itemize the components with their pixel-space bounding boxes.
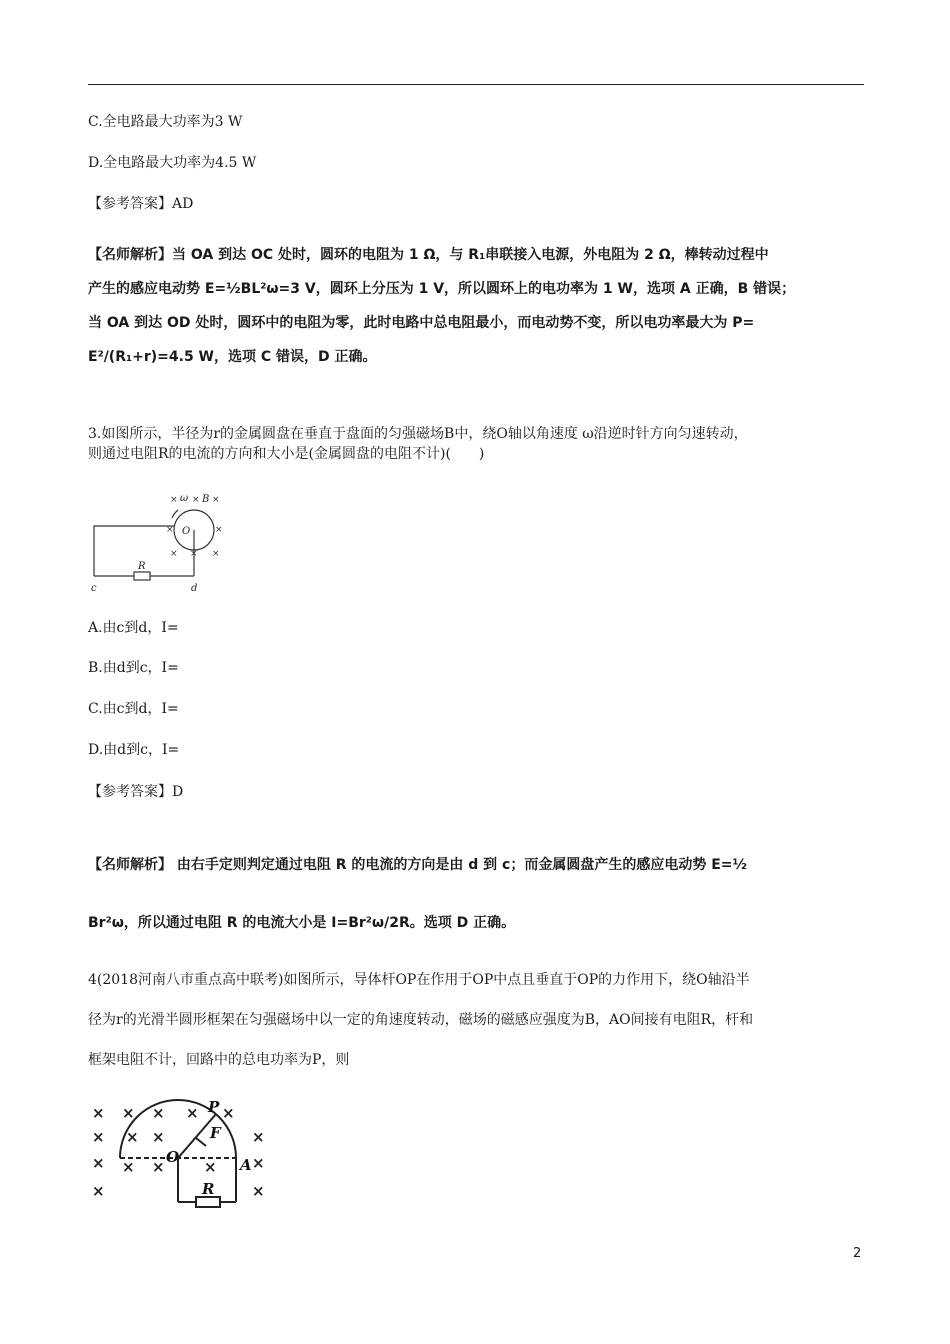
svg-text:×: × xyxy=(222,1104,235,1122)
svg-text:×: × xyxy=(212,495,220,505)
q3-option-d: D.由d到c，I= xyxy=(88,742,180,758)
svg-text:×: × xyxy=(152,1158,165,1176)
svg-text:×: × xyxy=(215,525,223,535)
q2-analysis-line: 产生的感应电动势 E=½BL²ω=3 V，圆环上分压为 1 V，所以圆环上的电功率为 1 W，选项 A 正确，B 错误； xyxy=(88,281,796,297)
svg-text:×: × xyxy=(252,1128,265,1146)
q4-figure-label: R xyxy=(202,1180,215,1198)
svg-text:×: × xyxy=(204,1158,217,1176)
q4-figure-label: O xyxy=(166,1148,180,1166)
svg-text:×: × xyxy=(152,1104,165,1122)
q4-stem-line: 径为r的光滑半圆形框架在匀强磁场中以一定的角速度转动，磁场的磁感应强度为B，AO间接有电阻R，杆和 xyxy=(88,1012,754,1028)
svg-text:×: × xyxy=(252,1182,265,1200)
q2-analysis-line: E²/(R₁+r)=4.5 W，选项 C 错误，D 正确。 xyxy=(88,349,377,365)
svg-text:×: × xyxy=(92,1154,105,1172)
q3-option-b: B.由d到c，I= xyxy=(88,660,179,676)
svg-text:×: × xyxy=(170,549,178,559)
q3-circuit-figure xyxy=(86,488,236,598)
svg-text:×: × xyxy=(190,549,198,559)
q4-stem xyxy=(88,960,868,1080)
q2-analysis-line: 当 OA 到达 OD 处时，圆环中的电阻为零，此时电路中总电阻最小，而电动势不变，所以电功率最大为 P= xyxy=(88,315,755,331)
q4-figure-label: F xyxy=(210,1124,221,1142)
q2-answer: 【参考答案】AD xyxy=(88,196,194,212)
q4-figure-label: A xyxy=(240,1156,252,1174)
svg-text:×: × xyxy=(122,1104,135,1122)
q4-semicircle-figure xyxy=(88,1098,273,1214)
svg-text:×: × xyxy=(170,495,178,505)
q3-option-c: C.由c到d，I= xyxy=(88,701,179,717)
svg-text:×: × xyxy=(212,549,220,559)
q3-figure-label: O xyxy=(182,526,191,537)
q3-stem-line: 3.如图所示，半径为r的金属圆盘在垂直于盘面的匀强磁场B中，绕O轴以角速度 ω沿逆时针方向匀速转动， xyxy=(88,426,748,442)
q4-stem-line: 4(2018河南八市重点高中联考)如图所示，导体杆OP在作用于OP中点且垂直于OP的力作用下，绕O轴沿半 xyxy=(88,972,750,988)
svg-text:×: × xyxy=(92,1182,105,1200)
q3-stem-line: 则通过电阻R的电流的方向和大小是(金属圆盘的电阻不计)( ) xyxy=(88,446,485,462)
q3-analysis-line: 【名师解析】 由右手定则判定通过电阻 R 的电流的方向是由 d 到 c；而金属圆盘产生的感应电动势 E=½ xyxy=(88,857,748,873)
svg-text:×: × xyxy=(92,1128,105,1146)
q2-analysis-line: 【名师解析】当 OA 到达 OC 处时，圆环的电阻为 1 Ω，与 R₁串联接入电源，外电阻为 2 Ω，棒转动过程中 xyxy=(88,247,769,263)
svg-text:×: × xyxy=(192,495,200,505)
q3-figure-label: ω xyxy=(180,493,189,504)
q3-stem xyxy=(88,424,868,464)
q3-figure-label: B xyxy=(202,494,210,505)
q3-figure-label: c xyxy=(91,583,97,594)
q3-analysis-line: Br²ω，所以通过电阻 R 的电流大小是 I=Br²ω/2R。选项 D 正确。 xyxy=(88,915,516,931)
q3-analysis xyxy=(88,836,868,952)
q3-option-a: A.由c到d，I= xyxy=(88,620,179,636)
q3-figure-label: d xyxy=(191,583,198,594)
svg-text:×: × xyxy=(122,1158,135,1176)
header-rule xyxy=(88,84,864,85)
svg-text:×: × xyxy=(152,1128,165,1146)
q2-analysis xyxy=(88,238,868,374)
svg-text:×: × xyxy=(252,1154,265,1172)
svg-text:×: × xyxy=(126,1128,139,1146)
page-number: 2 xyxy=(853,1246,862,1261)
svg-text:×: × xyxy=(166,525,174,535)
q4-stem-line: 框架电阻不计，回路中的总电功率为P，则 xyxy=(88,1052,350,1068)
q3-figure-label: R xyxy=(138,561,146,572)
q2-option-d: D.全电路最大功率为4.5 W xyxy=(88,155,257,171)
q3-answer: 【参考答案】D xyxy=(88,784,184,800)
svg-text:×: × xyxy=(92,1104,105,1122)
q4-figure-label: P xyxy=(208,1098,220,1116)
svg-text:×: × xyxy=(186,1104,199,1122)
q2-option-c: C.全电路最大功率为3 W xyxy=(88,114,243,130)
